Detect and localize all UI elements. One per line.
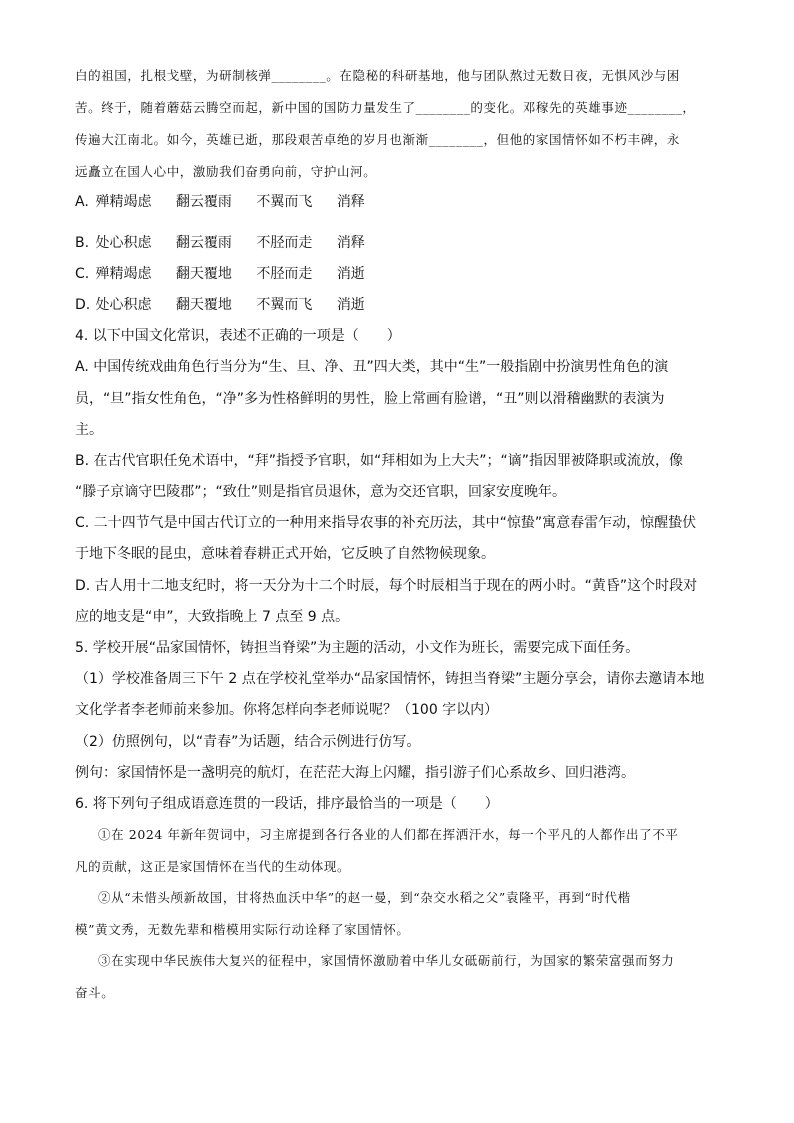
question-4-line: 于地下冬眠的昆虫，意味着春耕正式开始，它反映了自然物候现象。 [75,546,495,562]
sentence-1: 凡的贡献，这正是家国情怀在当代的生动体现。 [75,859,351,874]
option-word: 处心积虑 [95,235,152,251]
option-word: 消逝 [336,297,365,313]
option-word: 消释 [336,194,365,210]
option-label: C. [75,266,90,282]
sentence-3: ③在实现中华民族伟大复兴的征程中，家国情怀激励着中华儿女砥砺前行，为国家的繁荣富强而努力 [98,953,675,968]
question-4-stem: 4. 以下中国文化常识，表述不正确的一项是（ ） [75,328,401,344]
question-4-line: B. 在古代官职任免术语中，“拜”指授予官职，如“拜相如为上大夫”；“谪”指因罪被降职或流放，像 [75,453,684,469]
question-6-stem: 6. 将下列句子组成语意连贯的一段话，排序最恰当的一项是（ ） [75,796,499,812]
option-word: 翻天覆地 [175,266,232,282]
question-5-line: 例句：家国情怀是一盏明亮的航灯，在茫茫大海上闪耀，指引游子们心系故乡、回归港湾。 [75,765,635,781]
sentence-3: 奋斗。 [75,985,115,1000]
passage-line: 白的祖国，扎根戈壁，为研制核弹________。在隐秘的科研基地，他与团队熬过无数日夜，无惧风沙与困 [75,68,681,83]
option-word: 处心积虑 [95,297,152,313]
option-a [75,192,385,212]
option-label: D. [75,297,91,313]
passage-line: 苦。终于，随着蘑菇云腾空而起，新中国的国防力量发生了________的变化。邓稼先的英雄事迹________， [75,100,696,115]
question-4-line: C. 二十四节气是中国古代订立的一种用来指导农事的补充历法，其中“惊蛰”寓意春雷乍动，惊醒蛰伏 [75,515,697,531]
option-word: 不胫而走 [256,266,313,282]
question-5-line: 5. 学校开展“品家国情怀，铸担当脊梁”为主题的活动，小文作为班长，需要完成下面任务。 [75,640,640,656]
question-5-line: 文化学者李老师前来参加。你将怎样向李老师说呢？（100 字以内） [75,702,499,718]
question-5-line: （1）学校准备周三下午 2 点在学校礼堂举办“品家国情怀，铸担当脊梁”主题分享会，请你去邀请本地 [75,671,705,687]
question-4-line: 员，“旦”指女性角色，“净”多为性格鲜明的男性，脸上常画有脸谱，“丑”则以滑稽幽默的表演为 [75,391,665,407]
question-4-line: D. 古人用十二地支纪时，将一天分为十二个时辰，每个时辰相当于现在的两小时。“黄昏”这个时段对 [75,578,698,594]
question-4-line: “滕子京谪守巴陵郡”；“致仕”则是指官员退休，意为交还官职，回家安度晚年。 [75,484,567,500]
sentence-2: ②从“未惜头颅新故国，甘将热血沃中华”的赵一曼，到“杂交水稻之父”袁隆平，再到“时代楷 [98,890,631,905]
option-word: 不翼而飞 [256,297,313,313]
question-4-line: A. 中国传统戏曲角色行当分为“生、旦、净、丑”四大类，其中“生”一般指剧中扮演男性角色的演 [75,359,669,375]
option-d [75,295,385,315]
option-word: 消逝 [336,266,365,282]
option-word: 殚精竭虑 [95,194,152,210]
sentence-2: 模”黄文秀，无数先辈和楷模用实际行动诠释了家国情怀。 [75,922,410,937]
sentence-1: ①在 2024 年新年贺词中，习主席提到各行各业的人们都在挥洒汗水，每一个平凡的人都作出了不平 [98,827,679,842]
option-word: 不翼而飞 [256,194,313,210]
option-word: 翻云覆雨 [175,194,232,210]
passage-line: 远矗立在国人心中，激励我们奋勇向前，守护山河。 [75,164,377,179]
option-c [75,264,385,284]
option-word: 殚精竭虑 [95,266,152,282]
option-word: 消释 [336,235,365,251]
option-label: A. [75,194,89,210]
option-b [75,233,385,253]
option-word: 翻天覆地 [175,297,232,313]
question-4-line: 应的地支是“申”，大致指晚上 7 点至 9 点。 [75,609,350,625]
option-word: 翻云覆雨 [175,235,232,251]
option-word: 不胫而走 [256,235,313,251]
question-4-line: 主。 [75,422,103,438]
passage-line: 传遍大江南北。如今，英雄已逝，那段艰苦卓绝的岁月也渐渐________，但他的家国情怀如不朽丰碑，永 [75,132,681,147]
option-label: B. [75,235,90,251]
question-5-line: （2）仿照例句，以“青春”为话题，结合示例进行仿写。 [75,734,421,750]
